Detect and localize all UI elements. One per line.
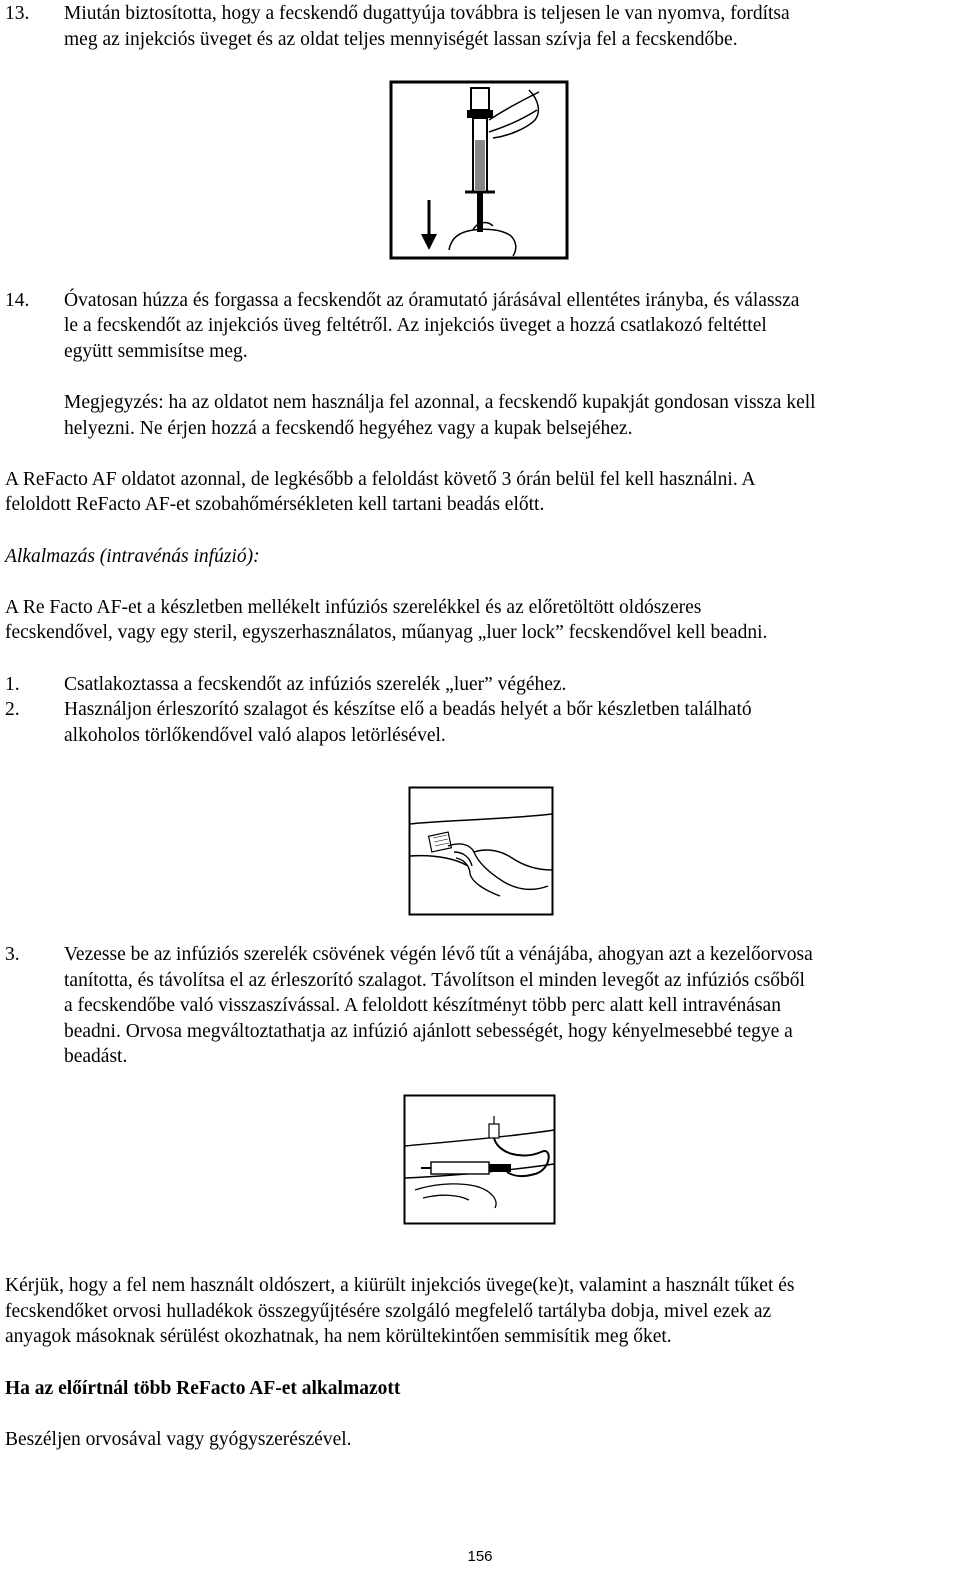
figure-frame — [405, 1096, 555, 1224]
figure-swabbing-injection-site — [408, 786, 554, 916]
step-1-number: 1. — [5, 674, 20, 695]
figure-frame — [410, 788, 553, 915]
figure-infusion-in-vein — [403, 1094, 556, 1225]
step-3-number: 3. — [5, 944, 20, 965]
step-14-line-3: együtt semmisítse meg. — [64, 341, 248, 362]
step-14-line-2: le a fecskendőt az injekciós üveg feltétről. Az injekciós üveget a hozzá csatlakozó feltéttel — [64, 315, 767, 336]
overdose-heading: Ha az előírtnál több ReFacto AF-et alkalmazott — [5, 1378, 401, 1399]
note-line-2: helyezni. Ne érjen hozzá a fecskendő hegyéhez vagy a kupak belsejéhez. — [64, 418, 633, 439]
step-14-number: 14. — [5, 290, 30, 311]
storage-line-1: A ReFacto AF oldatot azonnal, de legkésőbb a feloldást követő 3 órán belül fel kell használni. A — [5, 469, 756, 490]
syringe-solution — [475, 140, 485, 190]
step-13-number: 13. — [5, 3, 30, 24]
step-2-line-1: Használjon érleszorító szalagot és készítse elő a beadás helyét a bőr készletben található — [64, 699, 752, 720]
step-1-line-1: Csatlakoztassa a fecskendőt az infúziós szerelék „luer” végéhez. — [64, 674, 567, 695]
disposal-line-1: Kérjük, hogy a fel nem használt oldószert, a kiürült injekciós üvege(ke)t, valamint a használt tűket és — [5, 1275, 795, 1296]
administration-heading: Alkalmazás (intravénás infúzió): — [5, 546, 260, 567]
disposal-line-2: fecskendőket orvosi hulladékok összegyűjtésére szolgáló megfelelő tartályba dobja, mivel ezek az — [5, 1301, 772, 1322]
luer-connector — [489, 1164, 511, 1172]
page-number: 156 — [467, 1548, 493, 1565]
syringe-barrel — [431, 1162, 489, 1174]
administration-intro-line-1: A Re Facto AF-et a készletben mellékelt infúziós szerelékkel és az előretöltött oldószeres — [5, 597, 702, 618]
step-13-line-2: meg az injekciós üveget és az oldat teljes mennyiségét lassan szívja fel a fecskendőbe. — [64, 29, 738, 50]
step-2-line-2: alkoholos törlőkendővel való alapos letörlésével. — [64, 725, 446, 746]
swab-illustration — [408, 786, 554, 916]
infusion-illustration — [403, 1094, 556, 1225]
overdose-text: Beszéljen orvosával vagy gyógyszerészével. — [5, 1429, 352, 1450]
alcohol-swab — [429, 832, 452, 852]
step-3-line-3: a fecskendőbe való visszaszívással. A feloldott készítményt több perc alatt kell intravénásan — [64, 995, 781, 1016]
step-2-number: 2. — [5, 699, 20, 720]
step-3-line-2: tanította, és távolítsa el az érleszorító szalagot. Távolítson el minden levegőt az infúziós csőből — [64, 970, 805, 991]
step-3-line-5: beadást. — [64, 1046, 128, 1067]
note-line-1: Megjegyzés: ha az oldatot nem használja fel azonnal, a fecskendő kupakját gondosan vissza kell — [64, 392, 816, 413]
figure-syringe-drawing-solution — [389, 80, 569, 260]
step-14-line-1: Óvatosan húzza és forgassa a fecskendőt az óramutató járásával ellentétes irányba, és válassza — [64, 290, 800, 311]
syringe-plunger — [477, 192, 483, 232]
step-13-line-1: Miután biztosította, hogy a fecskendő dugattyúja továbbra is teljesen le van nyomva, fordítsa — [64, 3, 790, 24]
step-3-line-1: Vezesse be az infúziós szerelék csövének végén lévő tűt a vénájába, ahogyan azt a kezelőorvosa — [64, 944, 813, 965]
syringe-illustration — [389, 80, 569, 260]
vial — [471, 88, 489, 110]
vial-cap — [467, 110, 493, 118]
butterfly-needle — [489, 1124, 499, 1138]
step-3-line-4: beadni. Orvosa megváltoztathatja az infúzió ajánlott sebességét, hogy kényelmesebbé tegye a — [64, 1021, 793, 1042]
disposal-line-3: anyagok másoknak sérülést okozhatnak, ha nem körültekintően semmisítik meg őket. — [5, 1326, 672, 1347]
administration-intro-line-2: fecskendővel, vagy egy steril, egyszerhasználatos, műanyag „luer lock” fecskendővel kell beadni. — [5, 622, 768, 643]
storage-line-2: feloldott ReFacto AF-et szobahőmérsékleten kell tartani beadás előtt. — [5, 494, 545, 515]
